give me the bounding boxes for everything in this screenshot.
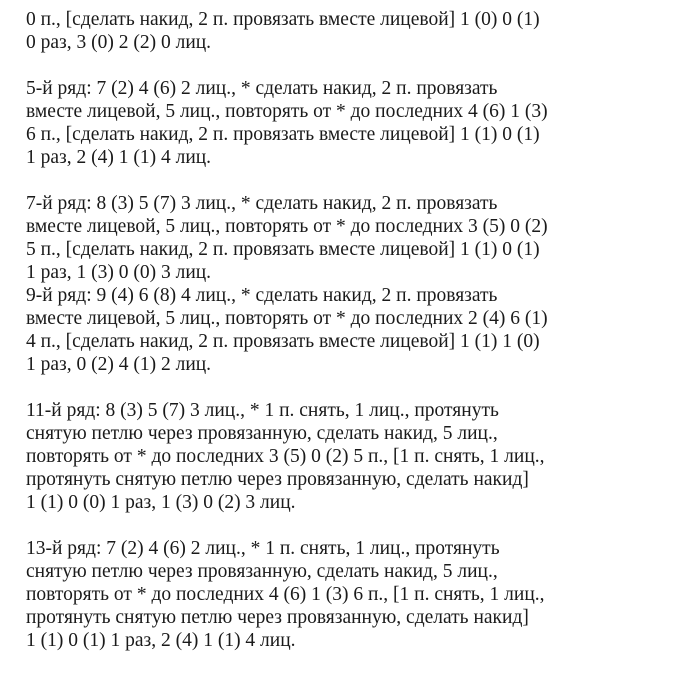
text-line: протянуть снятую петлю через провязанную, сделать накид]	[26, 607, 529, 628]
text-line: 4 п., [сделать накид, 2 п. провязать вместе лицевой] 1 (1) 1 (0)	[26, 331, 540, 352]
paragraph-continuation	[26, 8, 676, 54]
paragraph-row-9	[26, 284, 676, 376]
text-line: 5 п., [сделать накид, 2 п. провязать вместе лицевой] 1 (1) 0 (1)	[26, 239, 540, 260]
text-line: 9-й ряд: 9 (4) 6 (8) 4 лиц., * сделать накид, 2 п. провязать	[26, 285, 498, 306]
text-line: 1 раз, 1 (3) 0 (0) 3 лиц.	[26, 262, 212, 283]
text-line: 1 (1) 0 (0) 1 раз, 1 (3) 0 (2) 3 лиц.	[26, 492, 296, 513]
text-line: 5-й ряд: 7 (2) 4 (6) 2 лиц., * сделать накид, 2 п. провязать	[26, 78, 498, 99]
paragraph-row-5	[26, 77, 676, 169]
text-line: 1 раз, 0 (2) 4 (1) 2 лиц.	[26, 354, 212, 375]
text-line: повторять от * до последних 3 (5) 0 (2) 5 п., [1 п. снять, 1 лиц.,	[26, 446, 545, 467]
knitting-instructions-page	[26, 8, 676, 652]
text-line: 13-й ряд: 7 (2) 4 (6) 2 лиц., * 1 п. снять, 1 лиц., протянуть	[26, 538, 500, 559]
paragraph-row-7	[26, 192, 676, 284]
text-line: 6 п., [сделать накид, 2 п. провязать вместе лицевой] 1 (1) 0 (1)	[26, 124, 540, 145]
text-line: 11-й ряд: 8 (3) 5 (7) 3 лиц., * 1 п. снять, 1 лиц., протянуть	[26, 400, 499, 421]
text-line: вместе лицевой, 5 лиц., повторять от * до последних 3 (5) 0 (2)	[26, 216, 548, 237]
text-line: протянуть снятую петлю через провязанную, сделать накид]	[26, 469, 529, 490]
paragraph-row-11	[26, 399, 676, 514]
text-line: вместе лицевой, 5 лиц., повторять от * до последних 2 (4) 6 (1)	[26, 308, 548, 329]
text-line: 7-й ряд: 8 (3) 5 (7) 3 лиц., * сделать накид, 2 п. провязать	[26, 193, 498, 214]
text-line: 1 (1) 0 (1) 1 раз, 2 (4) 1 (1) 4 лиц.	[26, 630, 296, 651]
paragraph-row-13	[26, 537, 676, 652]
text-line: вместе лицевой, 5 лиц., повторять от * до последних 4 (6) 1 (3)	[26, 101, 548, 122]
text-line: повторять от * до последних 4 (6) 1 (3) 6 п., [1 п. снять, 1 лиц.,	[26, 584, 545, 605]
text-line: снятую петлю через провязанную, сделать накид, 5 лиц.,	[26, 561, 498, 582]
text-line: 0 п., [сделать накид, 2 п. провязать вместе лицевой] 1 (0) 0 (1)	[26, 9, 540, 30]
text-line: 0 раз, 3 (0) 2 (2) 0 лиц.	[26, 32, 212, 53]
text-line: снятую петлю через провязанную, сделать накид, 5 лиц.,	[26, 423, 498, 444]
text-line: 1 раз, 2 (4) 1 (1) 4 лиц.	[26, 147, 212, 168]
